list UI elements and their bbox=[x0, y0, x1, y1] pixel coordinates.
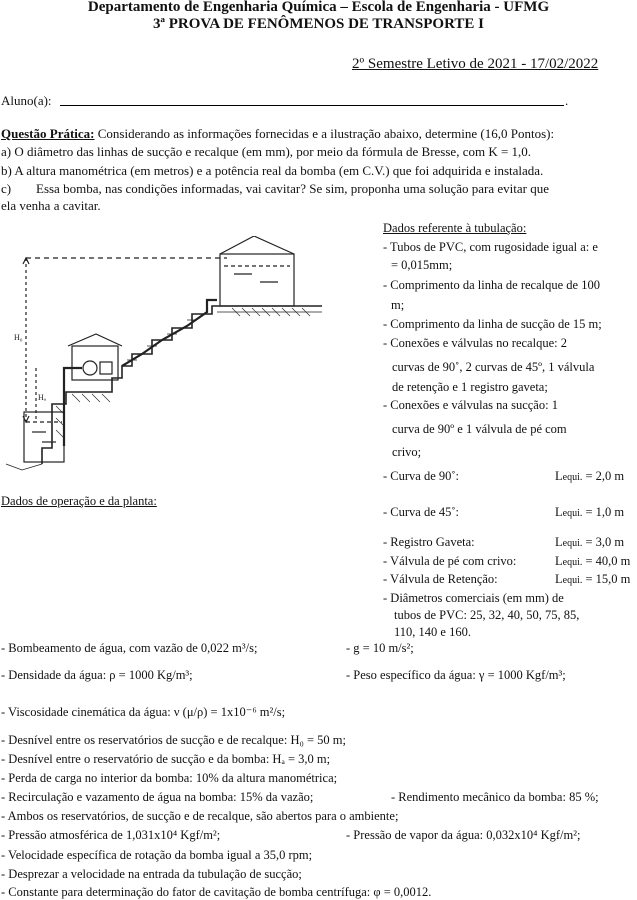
pipe-data-line: m; bbox=[391, 298, 405, 312]
question-item-b: b) A altura manométrica (em metros) e a potência real da bomba (em C.V.) que foi adquirida e instalada. bbox=[1, 163, 544, 178]
operation-rotation: - Velocidade específica de rotação da bomba igual a 35,0 rpm; bbox=[1, 848, 313, 862]
operation-gravity: - g = 10 m/s²; bbox=[346, 641, 414, 655]
student-label: Aluno(a): bbox=[1, 93, 52, 108]
operation-density: - Densidade da água: ρ = 1000 Kg/m³; bbox=[1, 668, 193, 682]
diameters-line: tubos de PVC: 25, 32, 40, 50, 75, 85, bbox=[394, 608, 580, 622]
equivalent-name: - Válvula de Retenção: bbox=[383, 572, 498, 586]
equivalent-length bbox=[555, 470, 624, 483]
student-end-mark: . bbox=[565, 93, 569, 108]
operation-recirculation: - Recirculação e vazamento de água na bomba: 15% da vazão; bbox=[1, 790, 314, 804]
leq-subscript: equi. bbox=[562, 508, 583, 519]
pipe-data-line: crivo; bbox=[392, 445, 422, 459]
operation-efficiency: - Rendimento mecânico da bomba: 85 %; bbox=[391, 790, 599, 804]
question-item-c-line2: ela venha a cavitar. bbox=[1, 198, 101, 213]
operation-flow: - Bombeamento de água, com vazão de 0,022 m³/s; bbox=[1, 641, 258, 655]
operation-specific-weight: - Peso específico da água: γ = 1000 Kgf/m³; bbox=[346, 668, 566, 682]
leq-symbol: L bbox=[555, 572, 563, 586]
operation-atm-pressure: - Pressão atmosférica de 1,031x10⁴ Kgf/m²; bbox=[1, 828, 221, 842]
leq-symbol: L bbox=[555, 505, 563, 519]
leq-value: = 3,0 m bbox=[582, 535, 625, 549]
question-intro-text: Considerando as informações fornecidas e a ilustração abaixo, determine (16,0 Pontos): bbox=[94, 126, 555, 141]
student-name-line bbox=[60, 105, 564, 106]
equivalent-name: - Curva de 45˚: bbox=[383, 505, 460, 519]
pipe-data-line: = 0,015mm; bbox=[391, 258, 453, 272]
operation-item: - Desnível entre o reservatório de sucção e da bomba: Hₐ = 3,0 m; bbox=[1, 752, 331, 766]
operation-vapor-pressure: - Pressão de vapor da água: 0,032x10⁴ Kgf/m²; bbox=[346, 828, 581, 842]
equivalent-length bbox=[555, 506, 624, 519]
leq-value: = 1,0 m bbox=[582, 505, 625, 519]
pipe-data-line: de retenção e 1 registro gaveta; bbox=[392, 380, 548, 394]
equivalent-name: - Válvula de pé com crivo: bbox=[383, 554, 517, 568]
equivalent-length bbox=[555, 573, 630, 586]
leq-subscript: equi. bbox=[562, 472, 583, 483]
pipe-data-line: curvas de 90˚, 2 curvas de 45º, 1 válvula bbox=[392, 360, 595, 374]
pump-installation-figure bbox=[2, 236, 377, 482]
leq-symbol: L bbox=[555, 469, 563, 483]
pipe-data-line: - Tubos de PVC, com rugosidade igual a: e bbox=[383, 240, 598, 254]
pipe-data-title: Dados referente à tubulação: bbox=[383, 221, 527, 235]
equivalent-name: - Curva de 90˚: bbox=[383, 469, 460, 483]
operation-open-reservoirs: - Ambos os reservatórios, de sucção e de recalque, são abertos para o ambiente; bbox=[1, 809, 399, 823]
pipe-data-line: - Comprimento da linha de sucção de 15 m; bbox=[383, 317, 602, 331]
leq-subscript: equi. bbox=[562, 575, 583, 586]
leq-value: = 40,0 m bbox=[582, 554, 631, 568]
question-intro bbox=[1, 127, 554, 140]
leq-subscript: equi. bbox=[562, 538, 583, 549]
leq-symbol: L bbox=[555, 535, 563, 549]
equivalent-name: - Registro Gaveta: bbox=[383, 535, 475, 549]
document-title-line1: Departamento de Engenharia Química – Escola de Engenharia - UFMG bbox=[87, 0, 550, 15]
leq-subscript: equi. bbox=[562, 557, 583, 568]
operation-viscosity: - Viscosidade cinemática da água: ν (μ/ρ) = 1x10⁻⁶ m²/s; bbox=[1, 705, 286, 719]
operation-cavitation-constant: - Constante para determinação do fator de cavitação de bomba centrífuga: φ = 0,0012. bbox=[1, 885, 432, 899]
equivalent-length bbox=[555, 555, 630, 568]
operation-item: - Desnível entre os reservatórios de sucção e de recalque: H₀ = 50 m; bbox=[1, 733, 346, 747]
figure-label-h0: H₀ bbox=[14, 333, 23, 342]
diameters-line: - Diâmetros comerciais (em mm) de bbox=[383, 591, 564, 605]
semester-date: 2º Semestre Letivo de 2021 - 17/02/2022 bbox=[352, 56, 599, 72]
document-title-line2: 3ª PROVA DE FENÔMENOS DE TRANSPORTE I bbox=[153, 16, 484, 32]
pipe-data-line: curva de 90º e 1 válvula de pé com bbox=[392, 422, 567, 436]
pipe-data-line: - Conexões e válvulas no recalque: 2 bbox=[383, 336, 567, 350]
operation-title: Dados de operação e da planta: bbox=[1, 494, 157, 508]
leq-value: = 15,0 m bbox=[582, 572, 631, 586]
operation-neglect-velocity: - Desprezar a velocidade na entrada da tubulação de sucção; bbox=[1, 867, 302, 881]
question-item-a: a) O diâmetro das linhas de sucção e recalque (em mm), por meio da fórmula de Bresse, com K = 1,0. bbox=[1, 144, 532, 159]
pipe-data-line: - Comprimento da linha de recalque de 100 bbox=[383, 278, 600, 292]
equivalent-length bbox=[555, 536, 624, 549]
diameters-line: 110, 140 e 160. bbox=[394, 625, 471, 639]
figure-label-ha: Hₐ bbox=[38, 393, 46, 402]
question-item-c-line1: Essa bomba, nas condições informadas, vai cavitar? Se sim, proponha uma solução para evitar que bbox=[36, 181, 549, 196]
question-label: Questão Prática: bbox=[1, 126, 95, 141]
leq-symbol: L bbox=[555, 554, 563, 568]
pipe-data-line: - Conexões e válvulas na sucção: 1 bbox=[383, 398, 558, 412]
operation-item: - Perda de carga no interior da bomba: 10% da altura manométrica; bbox=[1, 771, 338, 785]
leq-value: = 2,0 m bbox=[582, 469, 625, 483]
question-item-c-label: c) bbox=[1, 181, 12, 196]
